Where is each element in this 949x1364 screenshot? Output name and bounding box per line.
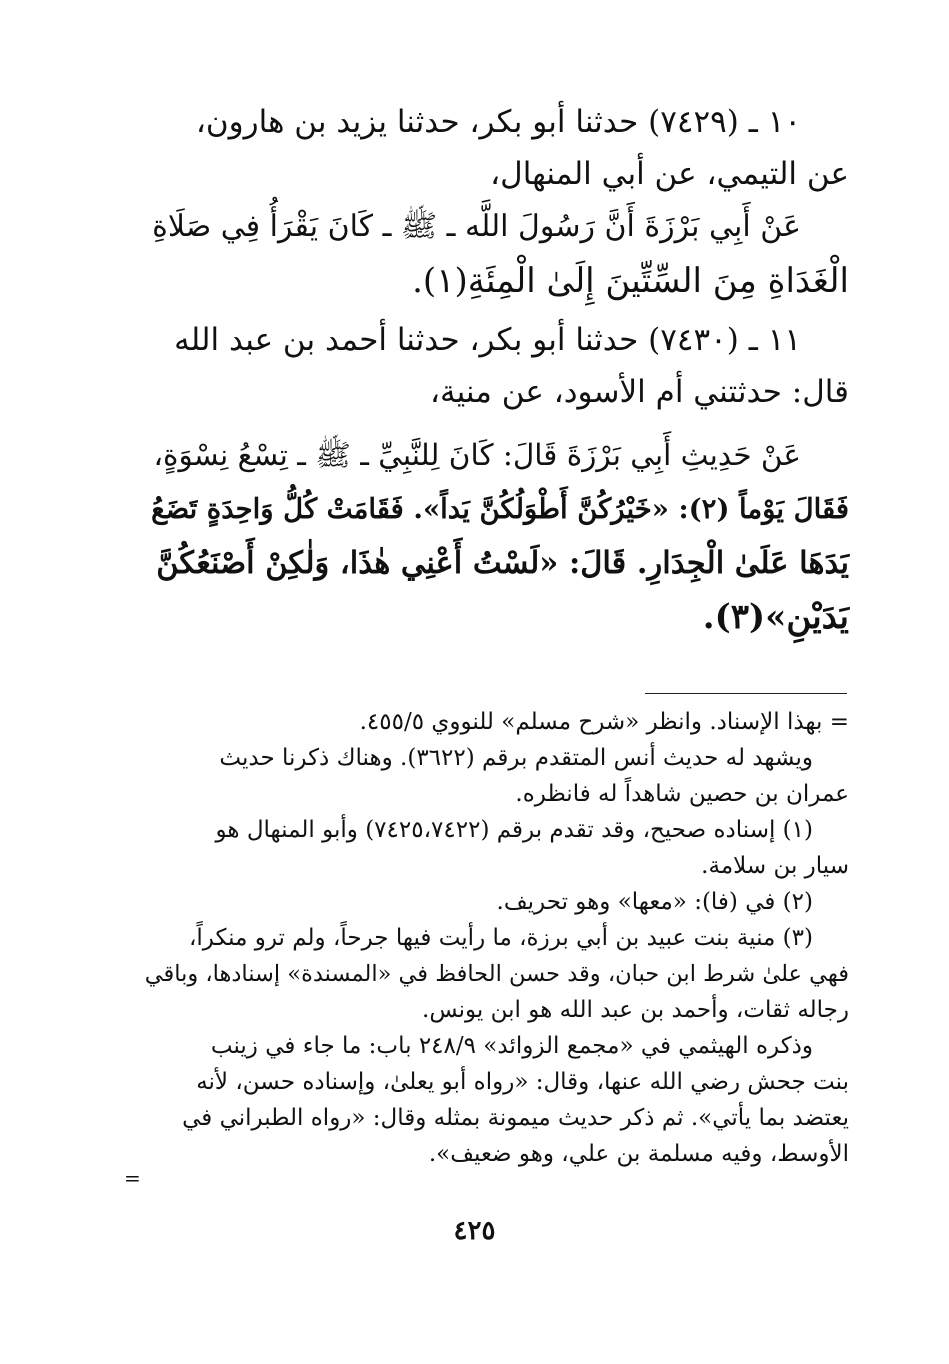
hadith-10-matn-line-2: الْغَدَاةِ مِنَ السِّتِّينَ إِلَىٰ الْمِئَةِ(١). <box>412 261 849 301</box>
hadith-10-isnad-line-1: ١٠ ـ (٧٤٢٩) حدثنا أبو بكر، حدثنا يزيد بن هارون، <box>195 104 801 140</box>
footnote-line-1: = بهذا الإسناد. وانظر «شرح مسلم» للنووي ٤٥٥/٥. <box>359 709 849 735</box>
footnote-line-13: الأوسط، وفيه مسلمة بن علي، وهو ضعيف». <box>428 1141 849 1167</box>
hadith-11-isnad-line-2: قال: حدثتني أم الأسود، عن منية، <box>429 374 849 410</box>
footnote-line-7: (٣) منية بنت عبيد بن أبي برزة، ما رأيت فيها جرحاً، ولم ترو منكراً، <box>188 925 813 951</box>
footnote-line-11: بنت جحش رضي الله عنها، وقال: «رواه أبو يعلىٰ، وإسناده حسن، لأنه <box>196 1069 849 1095</box>
footnote-line-8: فهي علىٰ شرط ابن حبان، وقد حسن الحافظ في «المسندة» إسنادها، وباقي <box>144 961 849 987</box>
hadith-11-matn-line-1: عَنْ حَدِيثِ أَبِي بَرْزَةَ قَالَ: كَانَ لِلنَّبِيِّ ـ ﷺ ـ تِسْعُ نِسْوَةٍ، <box>153 438 801 472</box>
hadith-11-matn-line-3: يَدَهَا عَلَىٰ الْجِدَارِ. قَالَ: «لَسْتُ أَعْنِي هٰذَا، وَلٰكِنْ أَصْنَعُكُنَّ <box>156 545 849 581</box>
footnote-line-2: ويشهد له حديث أنس المتقدم برقم (٣٦٢٢). وهناك ذكرنا حديث <box>219 745 813 771</box>
footnote-line-6: (٢) في (فا): «معها» وهو تحريف. <box>496 889 813 915</box>
hadith-10-matn-line-1: عَنْ أَبِي بَرْزَةَ أَنَّ رَسُولَ اللَّه ـ ﷺ ـ كَانَ يَقْرَأُ فِي صَلَاةِ <box>152 209 801 244</box>
continuation-mark: = <box>124 1166 141 1190</box>
footnote-line-5: سيار بن سلامة. <box>701 853 849 879</box>
hadith-11-matn-line-4: يَدَيْنِ»(٣). <box>702 597 849 637</box>
hadith-11-isnad-line-1: ١١ ـ (٧٤٣٠) حدثنا أبو بكر، حدثنا أحمد بن عبد الله <box>174 322 801 358</box>
footnote-line-4: (١) إسناده صحيح، وقد تقدم برقم (٧٤٢٥،٧٤٢٢) وأبو المنهال هو <box>215 817 813 843</box>
footnote-line-12: يعتضد بما يأتي». ثم ذكر حديث ميمونة بمثله وقال: «رواه الطبراني في <box>182 1105 849 1131</box>
hadith-10 <box>149 96 849 308</box>
hadith-11-matn-line-2: فَقَالَ يَوْماً (٢): «خَيْرُكُنَّ أَطْوَلُكُنَّ يَداً». فَقَامَتْ كُلُّ وَاحِدَةٍ تَضَعُ <box>151 493 849 525</box>
footnotes <box>137 704 849 1172</box>
hadith-10-isnad-line-2: عن التيمي، عن أبي المنهال، <box>490 156 849 192</box>
page-number: ٤٢٥ <box>453 1216 496 1246</box>
footnote-line-9: رجاله ثقات، وأحمد بن عبد الله هو ابن يونس. <box>422 997 849 1023</box>
footnote-line-3: عمران بن حصين شاهداً له فانظره. <box>515 781 849 807</box>
hadith-11-matn <box>149 428 849 644</box>
hadith-11 <box>149 314 849 418</box>
footnote-line-10: وذكره الهيثمي في «مجمع الزوائد» ٢٤٨/٩ باب: ما جاء في زينب <box>210 1033 813 1059</box>
footnote-separator <box>645 693 847 694</box>
